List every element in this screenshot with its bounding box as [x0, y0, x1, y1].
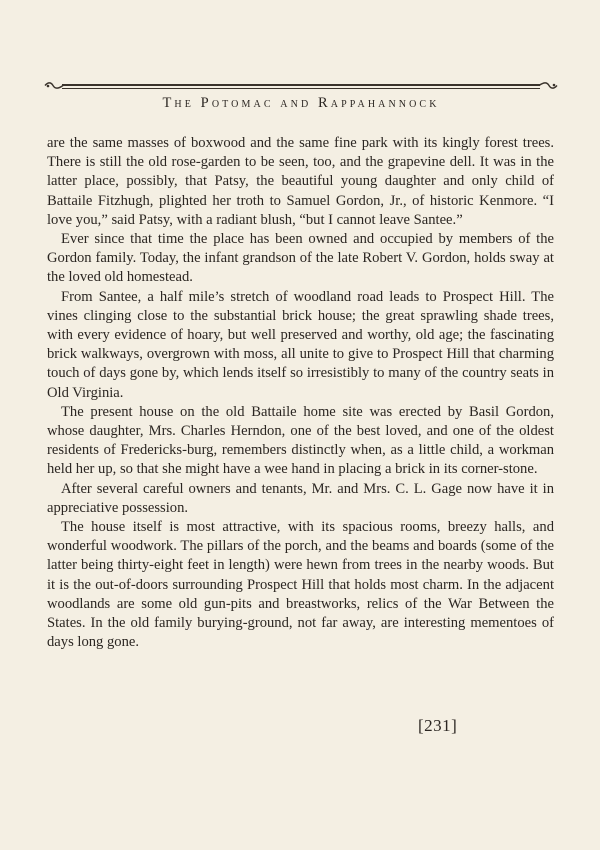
paragraph-6: The house itself is most attractive, with its spacious rooms, breezy halls, and wonderful woodwork. The pillars of the porch, and the beams and boards (some of the latter being thirty-eight feet in length) were hewn from trees in the nearby woods. But it is the out-of-doors surrounding Prospect Hill that holds most charm. In the adjacent woodlands are some old gun-pits and breastworks, relics of the War Between the States. In the old family burying-ground, not far away, are interesting mementoes of days long gone.: [47, 519, 554, 651]
paragraph-2: Ever since that time the place has been owned and occupied by members of the Gordon family. Today, the infant grandson of the late Robert V. Gordon, holds sway at the loved old homestead.: [47, 231, 554, 286]
paragraph-5: After several careful owners and tenants, Mr. and Mrs. C. L. Gage now have it in appreciative possession.: [47, 480, 554, 516]
paragraph-4: The present house on the old Battaile home site was erected by Basil Gordon, whose daughter, Mrs. Charles Herndon, one of the best loved, and one of the oldest residents of Fredericks-burg, remembers distinctly when, as a little child, a workman held her up, so that she might have a wee hand in placing a brick in its corner-stone.: [47, 403, 554, 478]
paragraph-3: From Santee, a half mile’s stretch of woodland road leads to Prospect Hill. The vines clinging close to the substantial brick house; the great sprawling shade trees, with every evidence of hoary, but well preserved and worthy, old age; the fascinating brick walkways, overgrown with moss, all unite to give to Prospect Hill that charming touch of days gone by, which lends itself so irresistibly to many of the country seats in Old Virginia.: [47, 288, 554, 401]
rule-thin-line: [62, 88, 540, 89]
ornament-left-icon: [44, 82, 64, 89]
paragraph-1: are the same masses of boxwood and the same fine park with its kingly forest trees. There is still the old rose-garden to be seen, too, and the grapevine dell. It was in the latter place, possibly, that Patsy, the beautiful young daughter and only child of Battaile Fitzhugh, plighted her troth to Samuel Gordon, Jr., of historic Kenmore. “I love you,” said Patsy, with a radiant blush, “but I cannot leave Santee.”: [47, 135, 554, 228]
header-rule: [46, 81, 556, 91]
ornament-right-icon: [538, 82, 558, 89]
page-number: [231]: [418, 716, 458, 735]
rule-thick-line: [62, 84, 540, 86]
body-text: [47, 134, 554, 652]
running-head: The Potomac and Rappahannock: [162, 95, 440, 111]
